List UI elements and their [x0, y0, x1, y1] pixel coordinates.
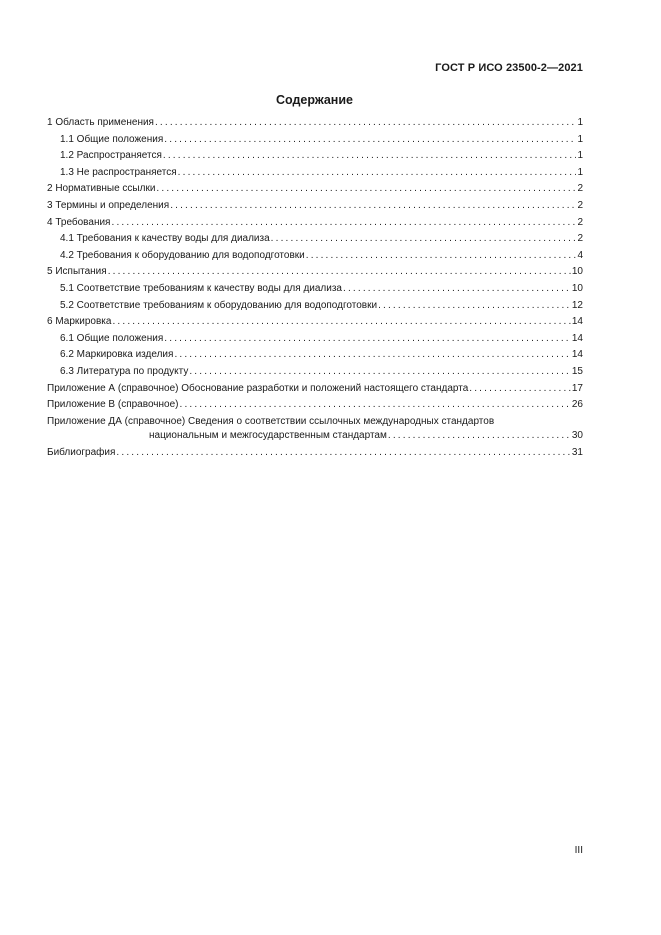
toc-leader-dots	[156, 181, 576, 198]
toc-entry-label: 1 Область применения	[47, 117, 154, 128]
toc-entry-page: 1	[577, 150, 583, 162]
toc-entry[interactable]	[47, 248, 583, 265]
page-number: III	[574, 845, 583, 856]
toc-entry-page: 14	[571, 316, 583, 328]
toc-entry-label: 6 Маркировка	[47, 316, 112, 328]
document-code: ГОСТ Р ИСО 23500-2—2021	[435, 62, 583, 74]
toc-entry[interactable]	[47, 381, 583, 398]
toc-entry-page: 2	[577, 216, 583, 228]
toc-entry-label: 5.1 Соответствие требованиям к качеству воды для диализа	[60, 282, 342, 294]
toc-leader-dots	[189, 364, 571, 381]
toc-leader-dots	[164, 331, 571, 348]
toc-entries	[47, 115, 583, 414]
toc-leader-dots	[116, 445, 570, 462]
toc-entry-label: 1.2 Распространяется	[60, 150, 162, 162]
toc-leader-dots	[112, 314, 570, 331]
toc-entry-label: Библиография	[47, 446, 116, 458]
toc-leader-dots	[108, 264, 571, 281]
toc-entry-label: Приложение А (справочное) Обоснование разработки и положений настоящего стандарта	[47, 382, 469, 394]
toc-entry-label: Приложение ДА (справочное) Сведения о соответствии ссылочных международных стандартов	[47, 415, 495, 427]
toc-entry-label: 6.2 Маркировка изделия	[60, 349, 174, 361]
toc-entry[interactable]	[47, 314, 583, 331]
toc-leader-dots	[271, 231, 577, 248]
toc-entry[interactable]	[47, 331, 583, 348]
toc-entry-label: 6.3 Литература по продукту	[60, 365, 189, 377]
toc-leader-dots	[155, 115, 576, 132]
toc-entry-page: 14	[571, 332, 583, 344]
toc-entry[interactable]	[47, 198, 583, 215]
toc-entry-page: 1	[577, 117, 583, 128]
toc-entry[interactable]	[47, 132, 583, 149]
toc-entry-page: 1	[577, 133, 583, 145]
toc-leader-dots	[179, 397, 570, 414]
toc-leader-dots	[469, 381, 571, 398]
toc-entry-page: 10	[571, 282, 583, 294]
toc-entry[interactable]	[47, 181, 583, 198]
toc-entry-label: 4.1 Требования к качеству воды для диализа	[60, 233, 270, 245]
table-of-contents	[47, 115, 583, 461]
toc-entry-page: 2	[577, 233, 583, 245]
toc-leader-dots	[111, 215, 576, 232]
toc-entry[interactable]	[47, 397, 583, 414]
toc-leader-dots	[170, 198, 576, 215]
toc-entry-page: 12	[571, 299, 583, 311]
toc-leader-dots	[343, 281, 571, 298]
toc-entry[interactable]	[47, 165, 583, 182]
toc-entry-label: 4.2 Требования к оборудованию для водоподготовки	[60, 249, 305, 261]
toc-entry[interactable]	[47, 347, 583, 364]
toc-entry-page: 17	[571, 382, 583, 394]
toc-entry[interactable]	[47, 281, 583, 298]
toc-entry-label: 5.2 Соответствие требованиям к оборудованию для водоподготовки	[60, 299, 378, 311]
toc-leader-dots	[378, 298, 571, 315]
toc-entry-page: 30	[571, 430, 583, 442]
toc-entry[interactable]	[47, 298, 583, 315]
toc-entry-label: 5 Испытания	[47, 266, 107, 278]
toc-entry-label: 3 Термины и определения	[47, 199, 170, 211]
toc-entry-appendix-da[interactable]	[47, 414, 583, 445]
toc-entry-page: 14	[571, 349, 583, 361]
toc-entry-label: Приложение В (справочное)	[47, 399, 179, 411]
toc-entry-label: 1.3 Не распространяется	[60, 166, 177, 178]
toc-entry[interactable]	[47, 231, 583, 248]
toc-entry-label: 1.1 Общие положения	[60, 133, 164, 145]
toc-title: Содержание	[275, 93, 353, 107]
toc-entry-label: 6.1 Общие положения	[60, 332, 164, 344]
toc-entry-page: 26	[571, 399, 583, 411]
toc-leader-dots	[388, 428, 571, 445]
toc-entry[interactable]	[47, 264, 583, 281]
toc-entry-page: 4	[577, 249, 583, 261]
toc-entry[interactable]	[47, 364, 583, 381]
toc-leader-dots	[163, 148, 577, 165]
toc-entry-label: 2 Нормативные ссылки	[47, 183, 156, 195]
toc-entry-bibliography[interactable]	[47, 445, 583, 462]
toc-entry[interactable]	[47, 148, 583, 165]
toc-entry-page: 31	[571, 446, 583, 458]
toc-entry-page: 2	[577, 199, 583, 211]
toc-leader-dots	[306, 248, 577, 265]
toc-entry-page: 15	[571, 365, 583, 377]
toc-entry[interactable]	[47, 215, 583, 232]
toc-leader-dots	[178, 165, 577, 182]
toc-leader-dots	[164, 132, 576, 149]
toc-leader-dots	[174, 347, 570, 364]
toc-entry-page: 10	[571, 266, 583, 278]
toc-entry-label-continued: национальным и межгосударственным стандартам	[149, 430, 387, 442]
toc-entry-label: 4 Требования	[47, 216, 111, 228]
toc-entry[interactable]	[47, 115, 583, 132]
toc-entry-page: 1	[577, 166, 583, 178]
toc-entry-page: 2	[577, 183, 583, 195]
